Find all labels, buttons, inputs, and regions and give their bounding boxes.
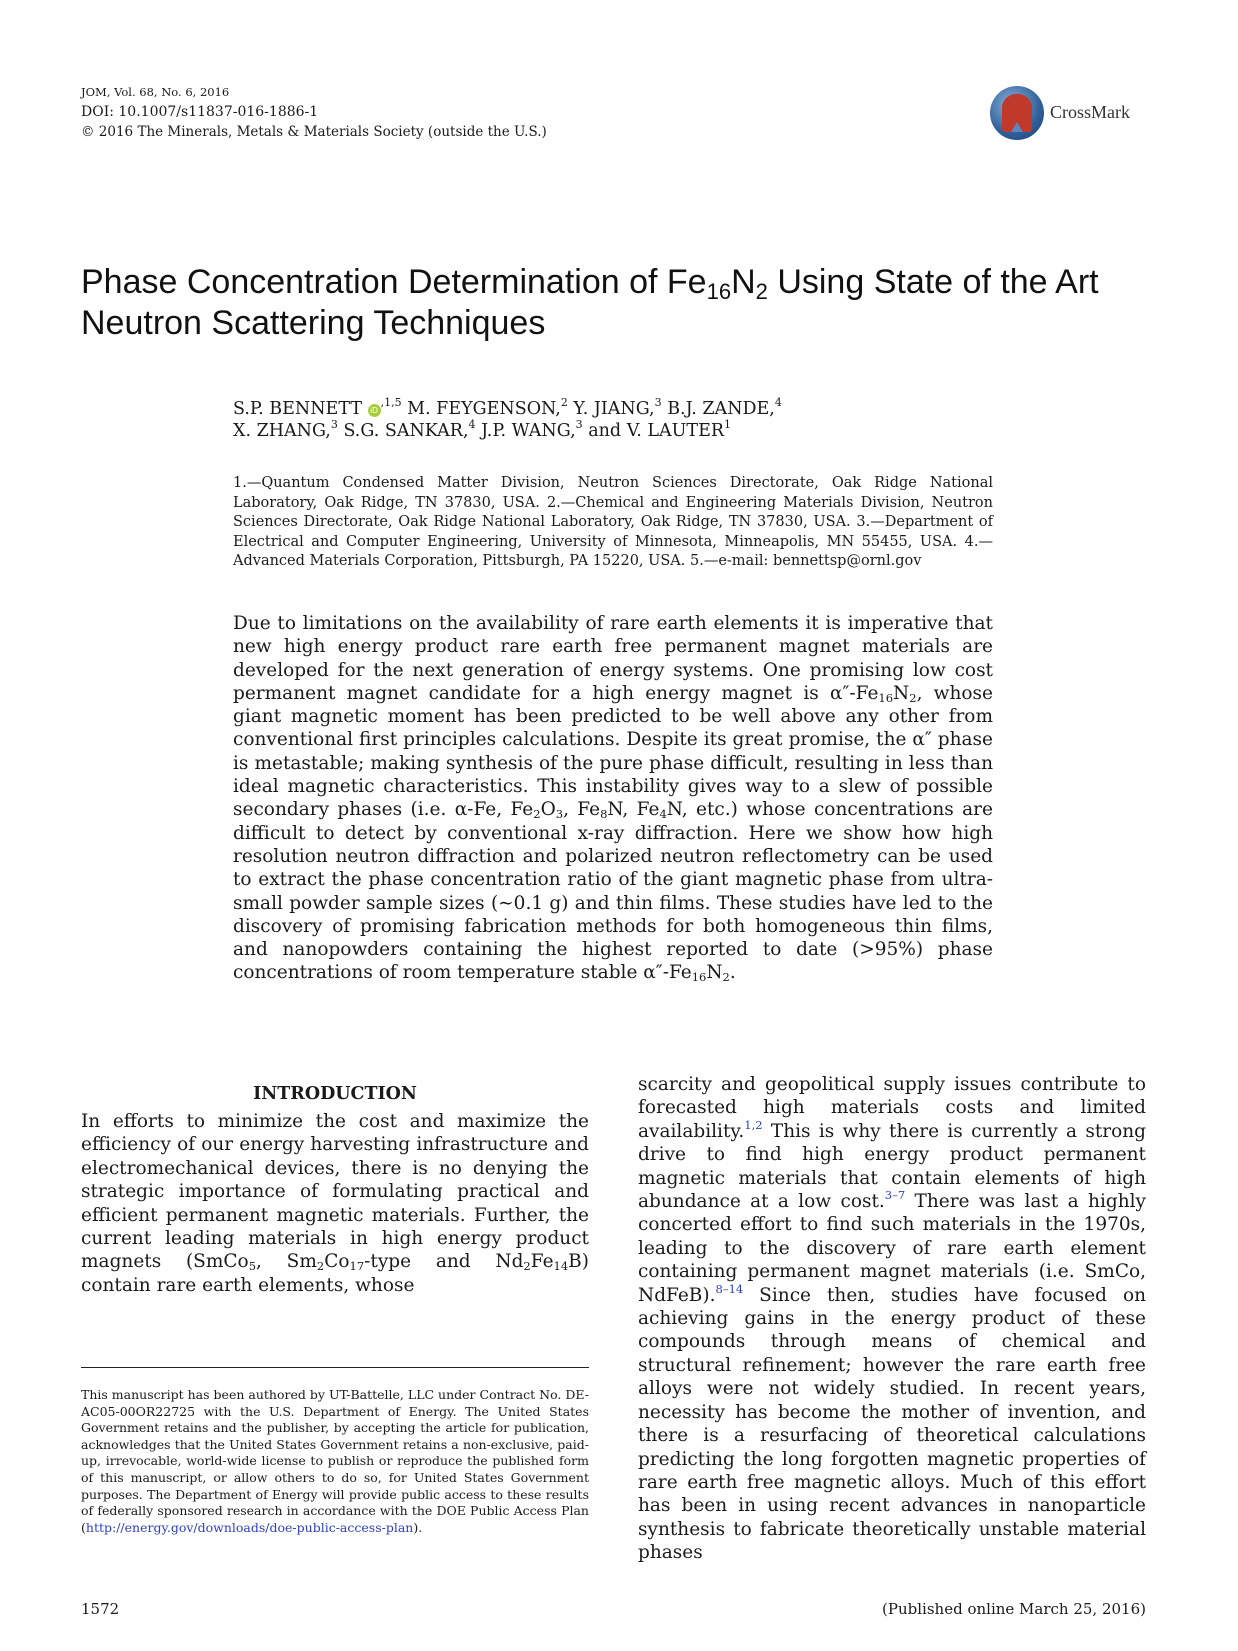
journal-header — [81, 82, 547, 142]
author-name[interactable]: S.P. BENNETT — [233, 399, 362, 419]
crossmark-icon — [990, 86, 1044, 140]
published-date: (Published online March 25, 2016) — [882, 1600, 1146, 1618]
doe-access-plan-link[interactable]: http://energy.gov/downloads/doe-public-access-plan — [85, 1519, 414, 1535]
doi[interactable]: DOI: 10.1007/s11837-016-1886-1 — [81, 104, 319, 120]
section-heading-introduction: INTRODUCTION — [253, 1084, 417, 1104]
page-number: 1572 — [81, 1600, 120, 1618]
intro-column-left: In efforts to minimize the cost and maximize the efficiency of our energy harvesting infrastructure and electromechanical devices, there is no denying the strategic importance of formulating practical and efficient permanent magnetic materials. Further, the current leading materials in high energy product magnets (SmCo$_5$, $Sm_2Co_{17}$-type and $Nd_2Fe_{14}B$) contain rare earth elements, whose — [81, 1111, 589, 1296]
intro-column-right: scarcity and geopolitical supply issues contribute to forecasted high materials costs and limited availability.$^{1,2}$ This is why there is currently a strong drive to find high energy product permanent magnetic materials that contain elements of high abundance at a low cost.$^{3-7}$ There was last a highly concerted effort to find such materials in the 1970s, leading to the discovery of rare earth element containing permanent magnet materials (i.e. SmCo, NdFeB).$^{8-14}$ Since then, studies have focused on achieving gains in the energy product of these compounds through means of chemical and structural refinement; however the rare earth free alloys were not widely studied. In recent years, necessity has become the mother of invention, and there is a resurfacing of theoretical calculations predicting the long forgotten magnetic properties of rare earth free magnetic alloys. Much of this effort has been in using recent advances in nanoparticle synthesis to fabricate theoretically unstable material phases — [638, 1074, 1146, 1564]
crossmark-label: CrossMark — [1050, 102, 1130, 122]
author-line-1: S.P. BENNETT $iD^{,1,5}$ M. FEYGENSON,$^2$ Y. JIANG,$^3$ B.J. ZANDE,$^4$ — [233, 396, 782, 419]
citation-link[interactable]: 3–7 — [884, 1188, 906, 1203]
footnote-divider — [81, 1367, 589, 1368]
journal-citation: JOM, Vol. 68, No. 6, 2016 — [81, 85, 230, 99]
crossmark-badge[interactable] — [990, 86, 1130, 142]
copyright-notice: © 2016 The Minerals, Metals & Materials Society (outside the U.S.) — [81, 124, 547, 140]
affiliations: 1.—Quantum Condensed Matter Division, Neutron Sciences Directorate, Oak Ridge National Laboratory, Oak Ridge, TN 37830, USA. 2.—Chemical and Engineering Materials Division, Neutron Sciences Directorate, Oak Ridge National Laboratory, Oak Ridge, TN 37830, USA. 3.—Department of Electrical and Computer Engineering, University of Minnesota, Minneapolis, MN 55455, USA. 4.—Advanced Materials Corporation, Pittsburgh, PA 15220, USA. 5.—e-mail: bennettsp@ornl.gov — [233, 475, 993, 569]
author-list — [233, 398, 1033, 442]
author-line-2: X. ZHANG,$^3$ S.G. SANKAR,$^4$ J.P. WANG,$^3$ and V. LAUTER$^1$ — [233, 418, 732, 441]
citation-link[interactable]: 1,2 — [744, 1117, 763, 1132]
abstract: Due to limitations on the availability of rare earth elements it is imperative that new high energy product rare earth free permanent magnet materials are developed for the next generation of energy systems. One promising low cost permanent magnet candidate for a high energy magnet is $\alpha''-Fe_{16}N_2$, whose giant magnetic moment has been predicted to be well above any other from conventional first principles calculations. Despite its great promise, the α″ phase is metastable; making synthesis of the pure phase difficult, resulting in less than ideal magnetic characteristics. This instability gives way to a slew of possible secondary phases (i.e. α-Fe, $Fe_2O_3$, $Fe_8N$, $Fe_4N$, etc.) whose concentrations are difficult to detect by conventional x-ray diffraction. Here we show how high resolution neutron diffraction and polarized neutron reflectometry can be used to extract the phase concentration ratio of the giant magnetic phase from ultra-small powder sample sizes (∼0.1 g) and thin films. These studies have led to the discovery of promising fabrication methods for both homogeneous thin films, and nanopowders containing the highest reported to date (>95%) phase concentrations of room temperature stable $\alpha''-Fe_{16}N_2$. — [233, 613, 993, 985]
funding-footnote: This manuscript has been authored by UT-Battelle, LLC under Contract No. DE-AC05-00OR22725 with the U.S. Department of Energy. The United States Government retains and the publisher, by accepting the article for publication, acknowledges that the United States Government retains a non-exclusive, paid-up, irrevocable, world-wide license to publish or reproduce the published form of this manuscript, or allow others to do so, for United States Government purposes. The Department of Energy will provide public access to these results of federally sponsored research in accordance with the DOE Public Access Plan (http://energy.gov/downloads/doe-public-access-plan). — [81, 1387, 589, 1535]
article-title: Phase Concentration Determination of $Fe_{16}N_2$ Using State of the Art Neutron Scattering Techniques — [81, 263, 1099, 342]
orcid-icon[interactable]: iD — [368, 404, 381, 417]
citation-link[interactable]: 8–14 — [715, 1281, 744, 1296]
